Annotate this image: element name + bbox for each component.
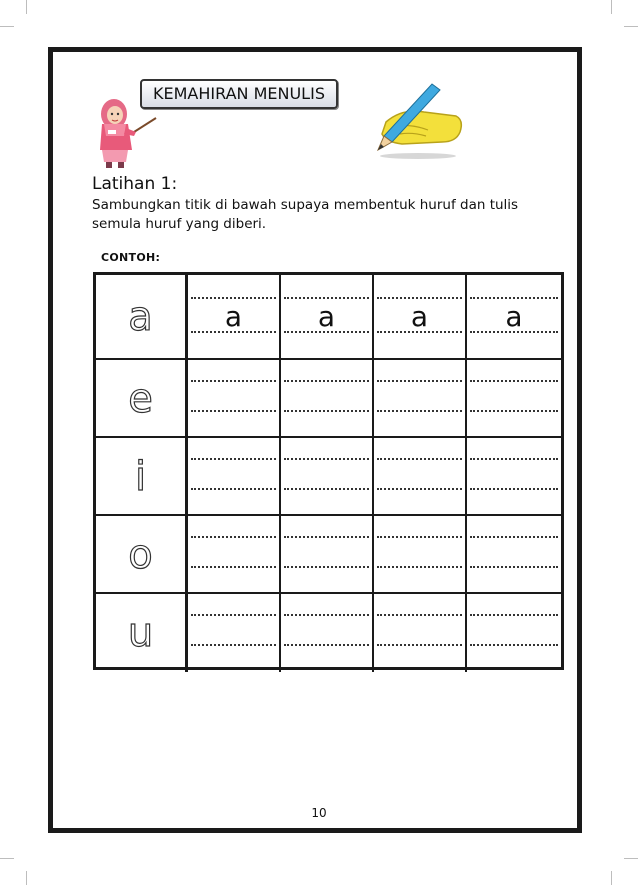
grid-row xyxy=(96,514,561,594)
traced-letter-cell xyxy=(96,438,188,516)
writing-cell[interactable] xyxy=(374,360,467,438)
writing-cell[interactable] xyxy=(374,516,467,594)
writing-cell[interactable] xyxy=(188,516,281,594)
writing-cell[interactable] xyxy=(467,438,561,516)
grid-row xyxy=(96,275,561,358)
writing-cell[interactable] xyxy=(374,275,467,358)
grid-row xyxy=(96,358,561,438)
writing-cell[interactable] xyxy=(281,360,374,438)
page-title: KEMAHIRAN MENULIS xyxy=(140,79,338,109)
traced-letter: i xyxy=(134,454,147,500)
writing-cell[interactable] xyxy=(467,594,561,672)
traced-letter: a xyxy=(128,293,153,340)
writing-cell[interactable] xyxy=(281,275,374,358)
example-label: CONTOH: xyxy=(101,251,161,264)
page-number: 10 xyxy=(311,806,327,820)
writing-cell[interactable] xyxy=(281,594,374,672)
crop-mark xyxy=(0,26,14,27)
crop-mark xyxy=(624,858,638,859)
writing-cell[interactable] xyxy=(188,594,281,672)
crop-mark xyxy=(26,0,27,14)
writing-cell[interactable] xyxy=(374,438,467,516)
crop-mark xyxy=(611,0,612,14)
traced-letter: e xyxy=(128,376,153,422)
sample-letter: a xyxy=(224,300,243,333)
sample-letter: a xyxy=(505,300,523,333)
writing-cell[interactable] xyxy=(467,516,561,594)
crop-mark xyxy=(26,871,27,885)
sample-letter: a xyxy=(317,300,336,333)
crop-mark xyxy=(624,26,638,27)
writing-cell[interactable] xyxy=(188,275,281,358)
writing-cell[interactable] xyxy=(467,360,561,438)
writing-cell[interactable] xyxy=(188,438,281,516)
sample-letter: a xyxy=(410,300,429,333)
grid-row xyxy=(96,436,561,516)
writing-cell[interactable] xyxy=(374,594,467,672)
writing-grid xyxy=(93,272,564,670)
traced-letter: u xyxy=(127,610,154,656)
traced-letter-cell xyxy=(96,594,188,672)
traced-letter-cell xyxy=(96,516,188,594)
exercise-title: Latihan 1: xyxy=(92,174,178,194)
traced-letter-cell xyxy=(96,275,188,358)
writing-cell[interactable] xyxy=(281,438,374,516)
writing-hand-pencil-icon xyxy=(372,80,468,164)
crop-mark xyxy=(611,871,612,885)
exercise-instruction: Sambungkan titik di bawah supaya membentuk huruf dan tulis semula huruf yang diberi. xyxy=(92,197,519,232)
crop-mark xyxy=(0,858,14,859)
grid-row xyxy=(96,592,561,672)
traced-letter: o xyxy=(128,532,153,578)
writing-cell[interactable] xyxy=(467,275,561,358)
writing-cell[interactable] xyxy=(281,516,374,594)
traced-letter-cell xyxy=(96,360,188,438)
writing-cell[interactable] xyxy=(188,360,281,438)
